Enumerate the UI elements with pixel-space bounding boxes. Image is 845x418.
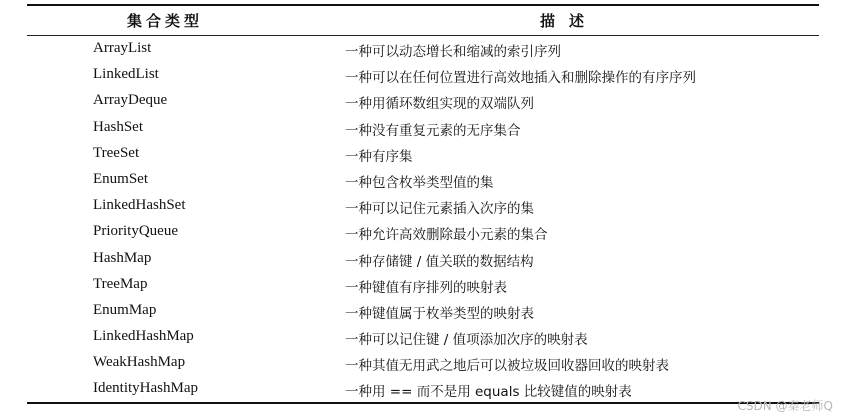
row-description: 一种存储键 / 值关联的数据结构 xyxy=(345,253,534,270)
table-row xyxy=(27,143,819,169)
row-collection-type: LinkedList xyxy=(93,66,159,83)
table-row xyxy=(27,326,819,352)
table-row xyxy=(27,378,819,404)
row-description: 一种键值有序排列的映射表 xyxy=(345,279,507,296)
table-row xyxy=(27,195,819,221)
row-description: 一种可以在任何位置进行高效地插入和删除操作的有序序列 xyxy=(345,70,696,87)
row-description: 一种没有重复元素的无序集合 xyxy=(345,122,521,139)
collection-types-table xyxy=(27,4,819,404)
table-body xyxy=(27,38,819,405)
table-header-row xyxy=(27,6,819,35)
row-collection-type: LinkedHashSet xyxy=(93,197,186,214)
table-row xyxy=(27,221,819,247)
row-collection-type: ArrayDeque xyxy=(93,92,168,109)
table-row xyxy=(27,90,819,116)
row-description: 一种用循环数组实现的双端队列 xyxy=(345,96,534,113)
watermark: CSDN @秦老师Q xyxy=(737,399,833,413)
row-description: 一种可以动态增长和缩减的索引序列 xyxy=(345,44,561,60)
row-collection-type: ArrayList xyxy=(93,40,152,56)
table-row xyxy=(27,169,819,195)
row-collection-type: PriorityQueue xyxy=(93,223,178,240)
row-collection-type: TreeMap xyxy=(93,275,148,292)
row-collection-type: IdentityHashMap xyxy=(93,380,198,397)
row-description: 一种其值无用武之地后可以被垃圾回收器回收的映射表 xyxy=(345,358,669,375)
table-row xyxy=(27,274,819,300)
row-collection-type: EnumMap xyxy=(93,301,157,318)
header-collection-type: 集合类型 xyxy=(127,12,204,30)
table-row xyxy=(27,117,819,143)
row-collection-type: HashSet xyxy=(93,118,143,135)
header-description: 描述 xyxy=(540,12,599,30)
row-description: 一种用 == 而不是用 equals 比较键值的映射表 xyxy=(345,384,632,401)
table-row xyxy=(27,352,819,378)
table-header-rule xyxy=(27,35,819,36)
row-description: 一种可以记住元素插入次序的集 xyxy=(345,201,534,218)
row-description: 一种包含枚举类型值的集 xyxy=(345,174,494,191)
row-collection-type: EnumSet xyxy=(93,170,148,187)
row-collection-type: WeakHashMap xyxy=(93,354,186,371)
row-description: 一种允许高效删除最小元素的集合 xyxy=(345,227,548,244)
table-row xyxy=(27,38,819,64)
table-row xyxy=(27,64,819,90)
row-description: 一种有序集 xyxy=(345,148,413,165)
row-collection-type: TreeSet xyxy=(93,144,140,161)
row-collection-type: LinkedHashMap xyxy=(93,328,194,345)
row-collection-type: HashMap xyxy=(93,249,152,266)
table-row xyxy=(27,248,819,274)
row-description: 一种可以记住键 / 值项添加次序的映射表 xyxy=(345,332,588,349)
table-row xyxy=(27,300,819,326)
row-description: 一种键值属于枚举类型的映射表 xyxy=(345,305,534,322)
table-bottom-rule xyxy=(27,402,819,404)
